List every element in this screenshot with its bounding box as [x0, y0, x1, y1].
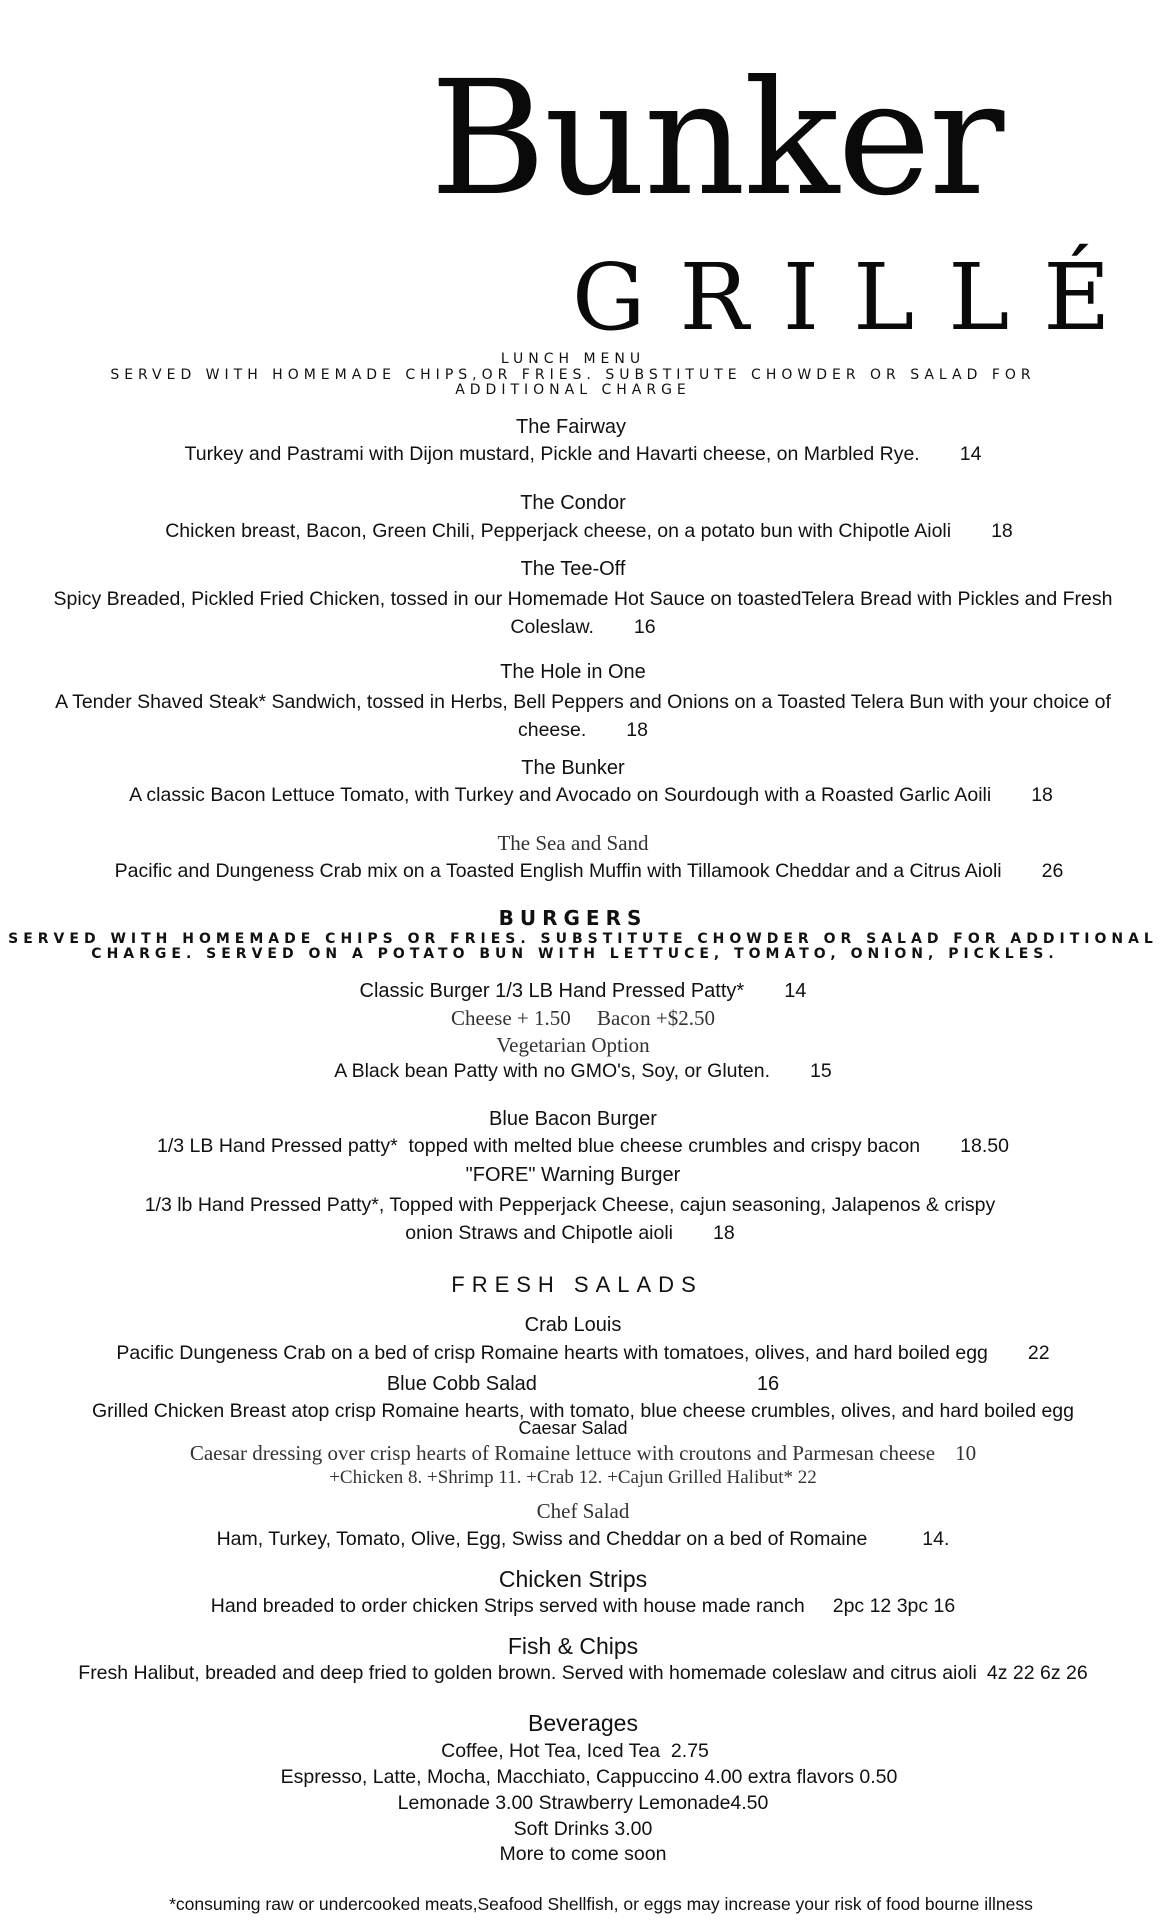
- blue-cobb-price: 16: [756, 1373, 780, 1395]
- item-price-tee-off: 16: [633, 616, 656, 638]
- blue-cobb-name: Blue Cobb Salad 16: [386, 1373, 780, 1395]
- classic-burger-price: 14: [784, 980, 807, 1002]
- item-price-hole-in-one: 18: [626, 719, 648, 741]
- burgers-note-line1: SERVED WITH HOMEMADE CHIPS OR FRIES. SUBSTITUTE CHOWDER OR SALAD FOR ADDITIONAL: [8, 931, 1158, 947]
- crab-louis-name: Crab Louis: [524, 1314, 622, 1336]
- crab-louis-desc: Pacific Dungeness Crab on a bed of crisp Romaine hearts with tomatoes, olives, and hard boiled egg 22: [116, 1342, 1050, 1364]
- food-safety-disclaimer: *consuming raw or undercooked meats,Seafood Shellfish, or eggs may increase your risk of food bourne illness: [169, 1894, 1033, 1914]
- item-name-bunker: The Bunker: [521, 757, 625, 779]
- burgers-note-line2: CHARGE. SERVED ON A POTATO BUN WITH LETTUCE, TOMATO, ONION, PICKLES.: [91, 946, 1059, 962]
- beverage-line: Soft Drinks 3.00: [513, 1818, 653, 1840]
- item-name-fairway: The Fairway: [515, 416, 627, 438]
- item-name-hole-in-one: The Hole in One: [500, 661, 646, 683]
- fore-burger-desc: 1/3 lb Hand Pressed Patty*, Topped with Pepperjack Cheese, cajun seasoning, Jalapenos & crispy onion Straws and Chipotle aioli 18: [144, 1194, 996, 1244]
- caesar-salad-desc: Caesar dressing over crisp hearts of Romaine lettuce with croutons and Parmesan cheese 10: [189, 1441, 977, 1465]
- item-desc-hole-in-one: A Tender Shaved Steak* Sandwich, tossed in Herbs, Bell Peppers and Onions on a Toasted Telera Bun with your choice of cheese. 18: [55, 691, 1111, 741]
- caesar-salad-price: 10: [955, 1441, 977, 1465]
- lunch-note-line2: ADDITIONAL CHARGE: [455, 382, 691, 398]
- vegetarian-option-desc: A Black bean Patty with no GMO's, Soy, or Gluten. 15: [334, 1060, 832, 1082]
- blue-bacon-burger-name: Blue Bacon Burger: [489, 1108, 657, 1130]
- item-name-sea-and-sand: The Sea and Sand: [497, 831, 649, 855]
- beverage-line: Coffee, Hot Tea, Iced Tea 2.75: [441, 1740, 709, 1762]
- fore-burger-price: 18: [713, 1222, 735, 1244]
- caesar-salad-name: Caesar Salad: [518, 1418, 628, 1438]
- restaurant-title: Bunker: [430, 47, 1003, 231]
- item-price-bunker: 18: [1031, 784, 1053, 806]
- vegetarian-option-price: 15: [810, 1060, 832, 1082]
- lunch-menu-heading: LUNCH MENU: [500, 351, 646, 367]
- chicken-strips-price: 2pc 12 3pc 16: [832, 1595, 956, 1617]
- item-price-sea-and-sand: 26: [1041, 860, 1064, 882]
- item-price-fairway: 14: [959, 443, 982, 465]
- beverage-line: More to come soon: [499, 1843, 667, 1865]
- chicken-strips-desc: Hand breaded to order chicken Strips served with house made ranch 2pc 12 3pc 16: [210, 1595, 956, 1617]
- item-desc-sea-and-sand: Pacific and Dungeness Crab mix on a Toasted English Muffin with Tillamook Cheddar and a Citrus Aioli 26: [114, 860, 1064, 882]
- blue-cobb-desc: Grilled Chicken Breast atop crisp Romaine hearts, with tomato, blue cheese crumbles, olives, and hard boiled egg: [91, 1400, 1074, 1422]
- chef-salad-desc: Ham, Turkey, Tomato, Olive, Egg, Swiss and Cheddar on a bed of Romaine 14.: [216, 1528, 950, 1550]
- fish-and-chips-name: Fish & Chips: [507, 1633, 639, 1659]
- crab-louis-price: 22: [1027, 1342, 1050, 1364]
- lunch-note-line1: SERVED WITH HOMEMADE CHIPS,OR FRIES. SUBSTITUTE CHOWDER OR SALAD FOR: [110, 367, 1036, 383]
- item-name-tee-off: The Tee-Off: [520, 558, 626, 580]
- beverages-heading: Beverages: [528, 1710, 638, 1736]
- fish-and-chips-price: 4z 22 6z 26: [986, 1662, 1088, 1684]
- classic-burger: Classic Burger 1/3 LB Hand Pressed Patty* 14: [359, 980, 807, 1002]
- blue-bacon-burger-desc: 1/3 LB Hand Pressed patty* topped with melted blue cheese crumbles and crispy bacon 18.50: [157, 1135, 1009, 1157]
- item-desc-condor: Chicken breast, Bacon, Green Chili, Pepperjack cheese, on a potato bun with Chipotle Aioli 18: [165, 520, 1013, 542]
- burgers-heading: BURGERS: [498, 906, 648, 930]
- fore-burger-name: "FORE" Warning Burger: [465, 1164, 681, 1186]
- beverage-line: Lemonade 3.00 Strawberry Lemonade4.50: [397, 1792, 769, 1814]
- item-price-condor: 18: [991, 520, 1013, 542]
- chef-salad-price: 14.: [922, 1528, 950, 1550]
- restaurant-subtitle: GRILLÉ: [572, 244, 1145, 351]
- item-desc-fairway: Turkey and Pastrami with Dijon mustard, Pickle and Havarti cheese, on Marbled Rye. 14: [184, 443, 982, 465]
- item-name-condor: The Condor: [520, 492, 626, 514]
- blue-bacon-burger-price: 18.50: [960, 1135, 1009, 1157]
- item-desc-bunker: A classic Bacon Lettuce Tomato, with Turkey and Avocado on Sourdough with a Roasted Garlic Aoili 18: [129, 784, 1053, 806]
- fish-and-chips-desc: Fresh Halibut, breaded and deep fried to golden brown. Served with homemade coleslaw and citrus aioli 4z 22 6z 26: [78, 1662, 1088, 1684]
- salads-heading: FRESH SALADS: [451, 1272, 703, 1297]
- vegetarian-option-label: Vegetarian Option: [496, 1033, 650, 1057]
- classic-burger-addons: Cheese + 1.50 Bacon +$2.50: [451, 1006, 715, 1030]
- caesar-salad-addons: +Chicken 8. +Shrimp 11. +Crab 12. +Cajun Grilled Halibut* 22: [329, 1467, 817, 1488]
- chicken-strips-name: Chicken Strips: [498, 1566, 648, 1592]
- item-desc-tee-off: Spicy Breaded, Pickled Fried Chicken, tossed in our Homemade Hot Sauce on toastedTelera Bread with Pickles and Fresh Coleslaw. 16: [53, 588, 1113, 638]
- beverage-line: Espresso, Latte, Mocha, Macchiato, Cappuccino 4.00 extra flavors 0.50: [280, 1766, 898, 1788]
- chef-salad-name: Chef Salad: [536, 1499, 630, 1523]
